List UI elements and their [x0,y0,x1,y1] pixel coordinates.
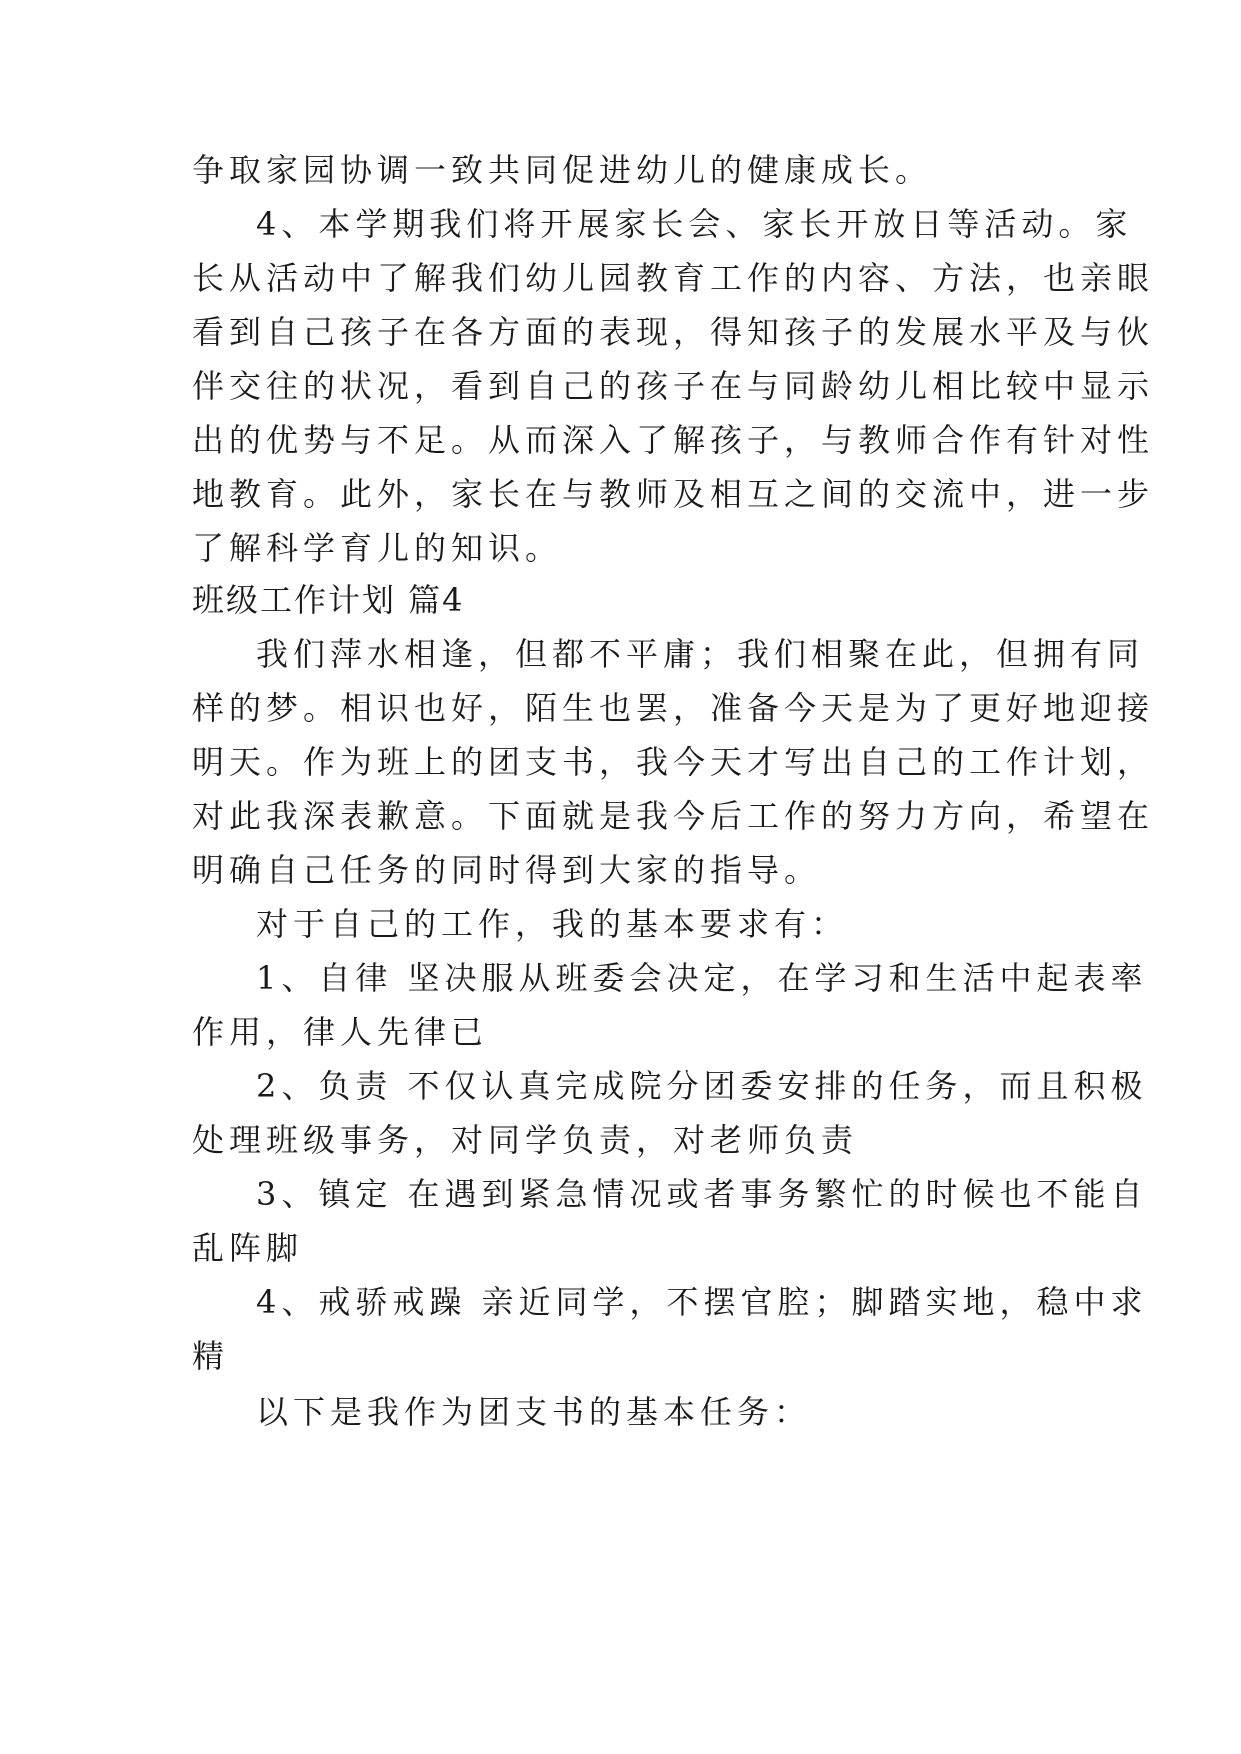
text-line: 争取家园协调一致共同促进幼儿的健康成长。 [192,151,933,189]
text-line: 长从活动中了解我们幼儿园教育工作的内容、方法，也亲眼 [192,259,1155,297]
text-line: 明确自己任务的同时得到大家的指导。 [192,851,822,889]
text-line: 对此我深表歉意。下面就是我今后工作的努力方向，希望在 [192,797,1155,835]
text-line: 我们萍水相逢，但都不平庸；我们相聚在此，但拥有同 [256,635,1145,673]
text-line: 处理班级事务，对同学负责，对老师负责 [192,1121,859,1159]
text-line: 对于自己的工作，我的基本要求有： [256,905,849,943]
text-line: 出的优势与不足。从而深入了解孩子，与教师合作有针对性 [192,421,1155,459]
text-line: 作用，律人先律已 [192,1013,489,1051]
list-item: 2、负责 不仅认真完成院分团委安排的任务，而且积极 [256,1067,1148,1105]
list-item: 3、镇定 在遇到紧急情况或者事务繁忙的时候也不能自 [256,1175,1148,1213]
section-heading: 班级工作计划 篇4 [192,581,465,619]
text-line: 伴交往的状况，看到自己的孩子在与同龄幼儿相比较中显示 [192,367,1155,405]
text-line: 看到自己孩子在各方面的表现，得知孩子的发展水平及与伙 [192,313,1155,351]
list-item: 1、自律 坚决服从班委会决定，在学习和生活中起表率 [256,959,1148,997]
text-line: 乱阵脚 [192,1229,304,1267]
text-line: 精 [192,1337,230,1375]
text-line: 样的梦。相识也好，陌生也罢，准备今天是为了更好地迎接 [192,689,1155,727]
text-line: 以下是我作为团支书的基本任务： [256,1393,812,1431]
text-line: 了解科学育儿的知识。 [192,529,563,567]
text-line: 地教育。此外，家长在与教师及相互之间的交流中，进一步 [192,475,1155,513]
text-line: 明天。作为班上的团支书，我今天才写出自己的工作计划， [192,743,1155,781]
list-item: 4、戒骄戒躁 亲近同学，不摆官腔；脚踏实地，稳中求 [256,1283,1148,1321]
text-line: 4、本学期我们将开展家长会、家长开放日等活动。家 [256,205,1133,243]
